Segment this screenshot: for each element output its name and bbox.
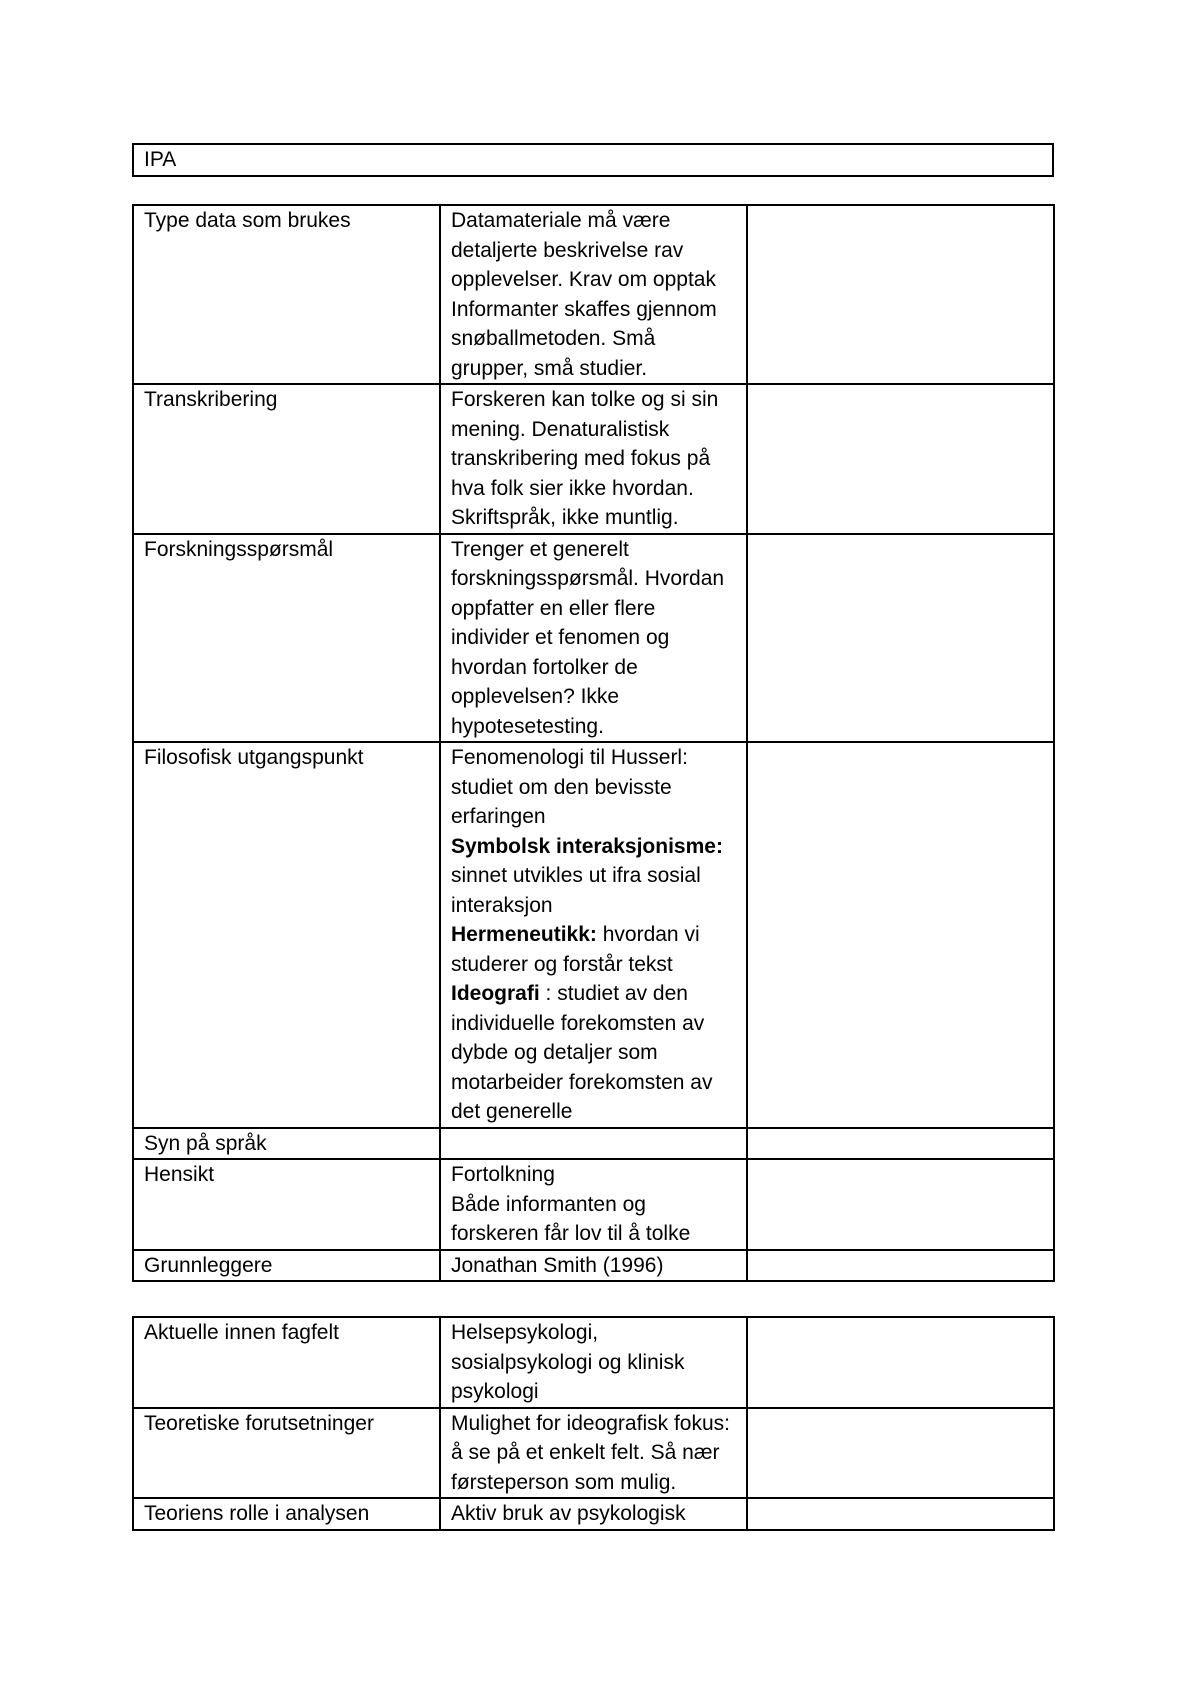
description-line <box>451 385 736 533</box>
row-notes <box>747 1159 1054 1250</box>
table-row <box>133 1250 1054 1282</box>
document-title: IPA <box>133 144 1053 176</box>
description-text: Både informanten og forskeren får lov til å tolke <box>451 1192 691 1245</box>
description-line <box>451 743 736 832</box>
description-text: Helsepsykologi, sosialpsykologi og klinisk psykologi <box>451 1321 685 1403</box>
title-row <box>133 144 1053 176</box>
table-row <box>133 1128 1054 1160</box>
row-notes <box>747 1250 1054 1282</box>
description-text: Mulighet for ideografisk fokus: å se på et enkelt felt. Så nær førsteperson som mulig. <box>451 1411 730 1494</box>
row-description <box>440 742 747 1128</box>
bottom-table-body <box>133 1317 1054 1530</box>
description-line <box>451 1190 736 1249</box>
row-description <box>440 1498 747 1530</box>
row-label: Transkribering <box>133 384 440 534</box>
row-description <box>440 534 747 743</box>
description-line <box>451 1318 736 1407</box>
table-row <box>133 742 1054 1128</box>
row-label: Teoretiske forutsetninger <box>133 1408 440 1499</box>
description-text: Datamateriale må være detaljerte beskrivelse rav opplevelser. Krav om opptak Informanter skaffes gjennom snøballmetoden. Små grupper, små studier. <box>451 209 717 380</box>
description-text: Jonathan Smith (1996) <box>451 1253 664 1277</box>
row-notes <box>747 384 1054 534</box>
description-line <box>451 1499 736 1529</box>
description-text: Forskeren kan tolke og si sin mening. Denaturalistisk transkribering med fokus på hva folk sier ikke hvordan. Skriftspråk, ikke muntlig. <box>451 388 719 529</box>
description-line <box>451 1251 736 1281</box>
main-table-body <box>133 205 1054 1281</box>
row-notes <box>747 1128 1054 1160</box>
table-row <box>133 1408 1054 1499</box>
row-notes <box>747 534 1054 743</box>
bottom-table <box>132 1316 1055 1531</box>
description-line <box>451 920 736 979</box>
row-description <box>440 205 747 384</box>
description-line <box>451 979 736 1127</box>
description-text: Trenger et generelt forskningsspørsmål. Hvordan oppfatter en eller flere individer et fenomen og hvordan fortolker de opplevelsen? Ikke hypotesetesting. <box>451 537 725 738</box>
row-label: Aktuelle innen fagfelt <box>133 1317 440 1408</box>
row-notes <box>747 742 1054 1128</box>
table-row <box>133 384 1054 534</box>
row-label: Type data som brukes <box>133 205 440 384</box>
row-description <box>440 1128 747 1160</box>
row-description <box>440 384 747 534</box>
description-text: Fortolkning <box>451 1163 555 1186</box>
description-text: sinnet utvikles ut ifra sosial interaksjon <box>451 864 701 917</box>
description-term: Ideografi <box>451 982 540 1005</box>
row-notes <box>747 1498 1054 1530</box>
description-line <box>451 1160 736 1190</box>
table-row <box>133 1317 1054 1408</box>
row-notes <box>747 1317 1054 1408</box>
main-table <box>132 204 1055 1282</box>
description-text: : studiet av den individuelle forekomsten av dybde og detaljer som motarbeider forekomsten av det generelle <box>451 982 713 1123</box>
row-label: Filosofisk utgangspunkt <box>133 742 440 1128</box>
description-text: Fenomenologi til Husserl: studiet om den bevisste erfaringen <box>451 746 688 828</box>
description-line <box>451 535 736 742</box>
row-description <box>440 1408 747 1499</box>
table-row <box>133 1498 1054 1530</box>
description-line <box>451 832 736 921</box>
row-description <box>440 1250 747 1282</box>
description-term: Symbolsk interaksjonisme: <box>451 834 723 858</box>
description-line <box>451 1409 736 1498</box>
table-row <box>133 534 1054 743</box>
row-description <box>440 1159 747 1250</box>
description-term: Hermeneutikk: <box>451 923 597 946</box>
row-label: Syn på språk <box>133 1128 440 1160</box>
table-row <box>133 1159 1054 1250</box>
row-label: Forskningsspørsmål <box>133 534 440 743</box>
title-table <box>132 143 1054 177</box>
row-label: Hensikt <box>133 1159 440 1250</box>
description-line <box>451 206 736 383</box>
table-row <box>133 205 1054 384</box>
row-label: Teoriens rolle i analysen <box>133 1498 440 1530</box>
description-text: hvordan vi studerer og forstår tekst <box>451 923 700 976</box>
row-notes <box>747 205 1054 384</box>
description-text: Aktiv bruk av psykologisk <box>451 1502 686 1525</box>
row-description <box>440 1317 747 1408</box>
row-notes <box>747 1408 1054 1499</box>
row-label: Grunnleggere <box>133 1250 440 1282</box>
